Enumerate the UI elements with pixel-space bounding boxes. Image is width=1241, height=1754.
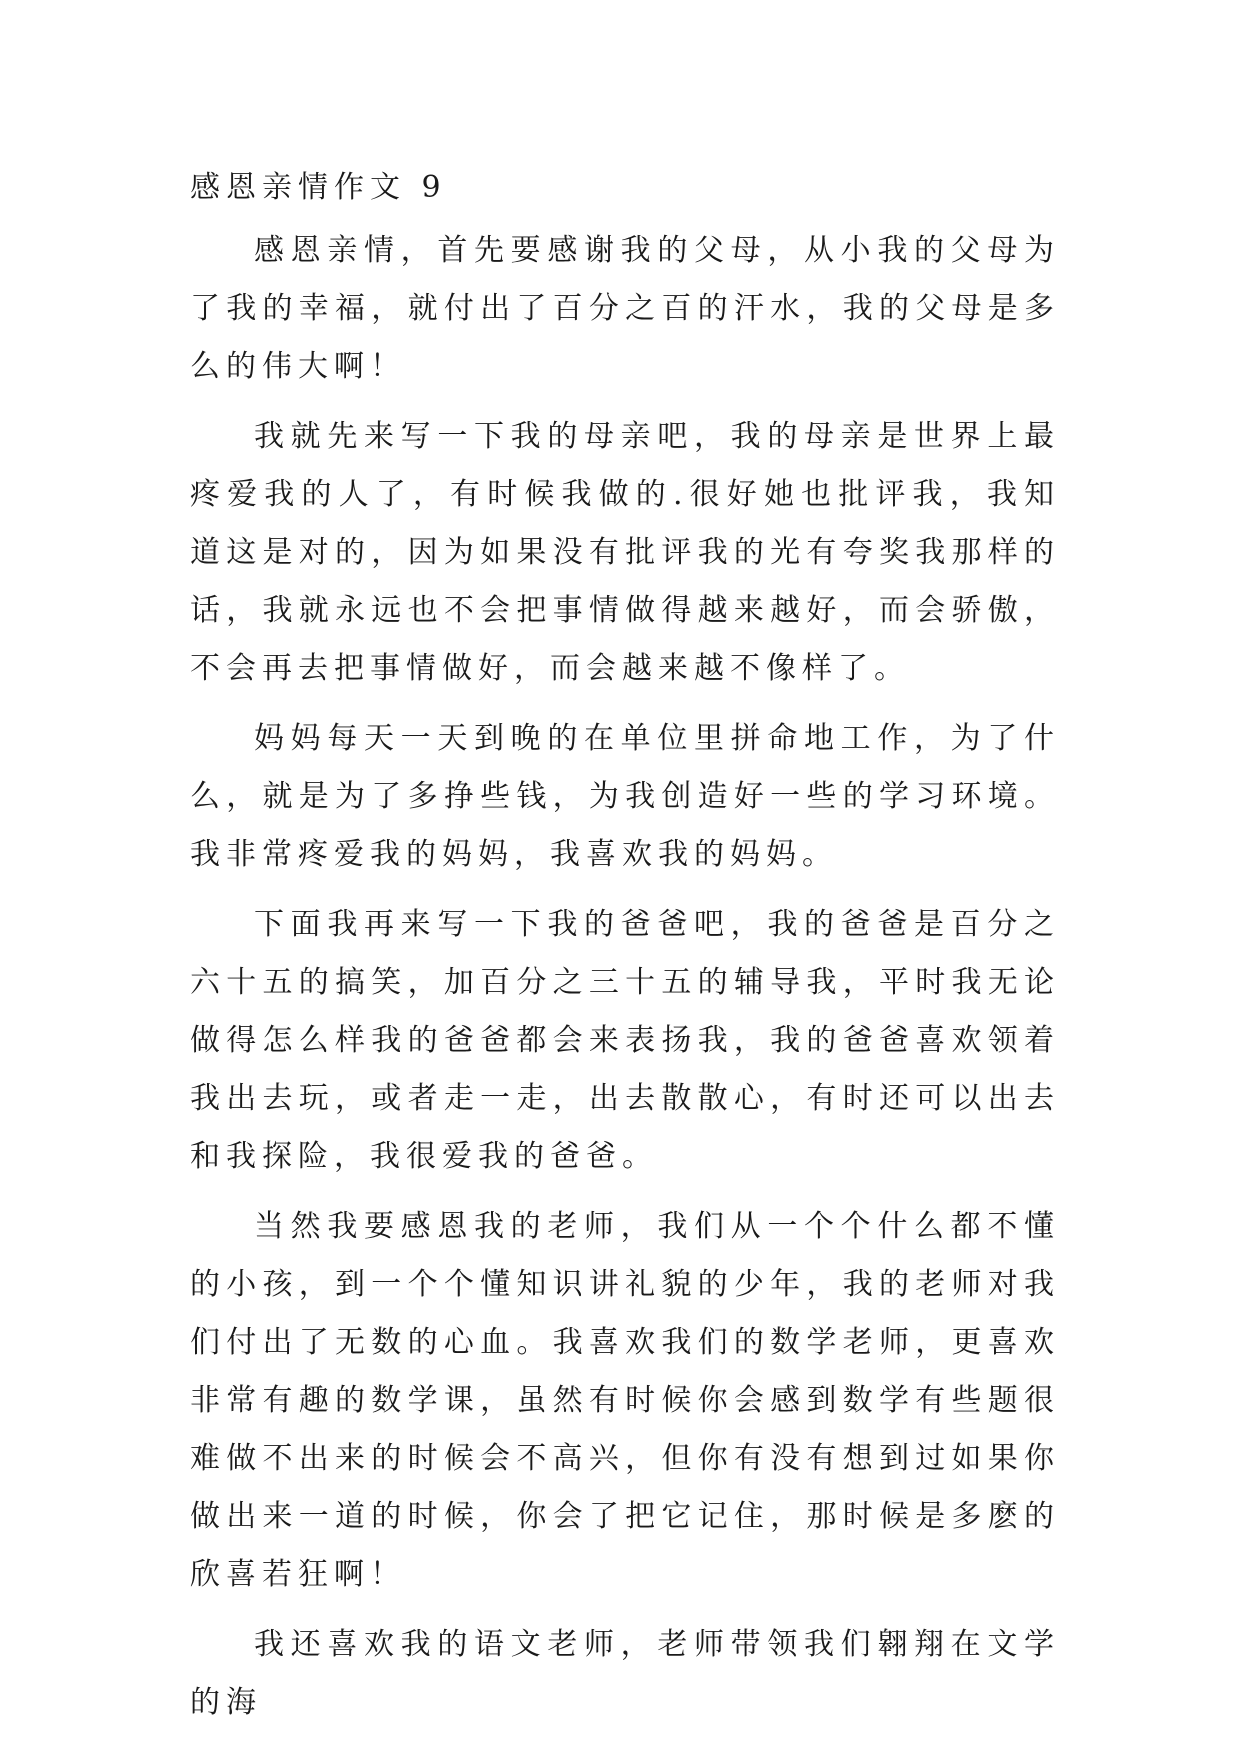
paragraph-1: 感恩亲情，首先要感谢我的父母，从小我的父母为了我的幸福，就付出了百分之百的汗水，我的父母是多么的伟大啊！ — [190, 233, 1060, 384]
paragraph-2: 我就先来写一下我的母亲吧，我的母亲是世界上最疼爱我的人了，有时候我做的.很好她也批评我，我知道这是对的，因为如果没有批评我的光有夸奖我那样的话，我就永远也不会把事情做得越来越好，而会骄傲，不会再去把事情做好，而会越来越不像样了。 — [190, 419, 1060, 686]
document-body — [190, 160, 1060, 1744]
paragraph-4: 下面我再来写一下我的爸爸吧，我的爸爸是百分之六十五的搞笑，加百分之三十五的辅导我，平时我无论做得怎么样我的爸爸都会来表扬我，我的爸爸喜欢领着我出去玩，或者走一走，出去散散心，有时还可以出去和我探险，我很爱我的爸爸。 — [190, 907, 1060, 1174]
paragraph-3: 妈妈每天一天到晚的在单位里拼命地工作，为了什么，就是为了多挣些钱，为我创造好一些的学习环境。我非常疼爱我的妈妈，我喜欢我的妈妈。 — [190, 721, 1060, 872]
essay-title: 感恩亲情作文 9 — [190, 170, 447, 205]
paragraph-6: 我还喜欢我的语文老师，老师带领我们翱翔在文学的海 — [190, 1627, 1060, 1720]
paragraph-5: 当然我要感恩我的老师，我们从一个个什么都不懂的小孩，到一个个懂知识讲礼貌的少年，我的老师对我们付出了无数的心血。我喜欢我们的数学老师，更喜欢非常有趣的数学课，虽然有时候你会感到数学有些题很难做不出来的时候会不高兴，但你有没有想到过如果你做出来一道的时候，你会了把它记住，那时候是多麽的欣喜若狂啊！ — [190, 1209, 1060, 1592]
